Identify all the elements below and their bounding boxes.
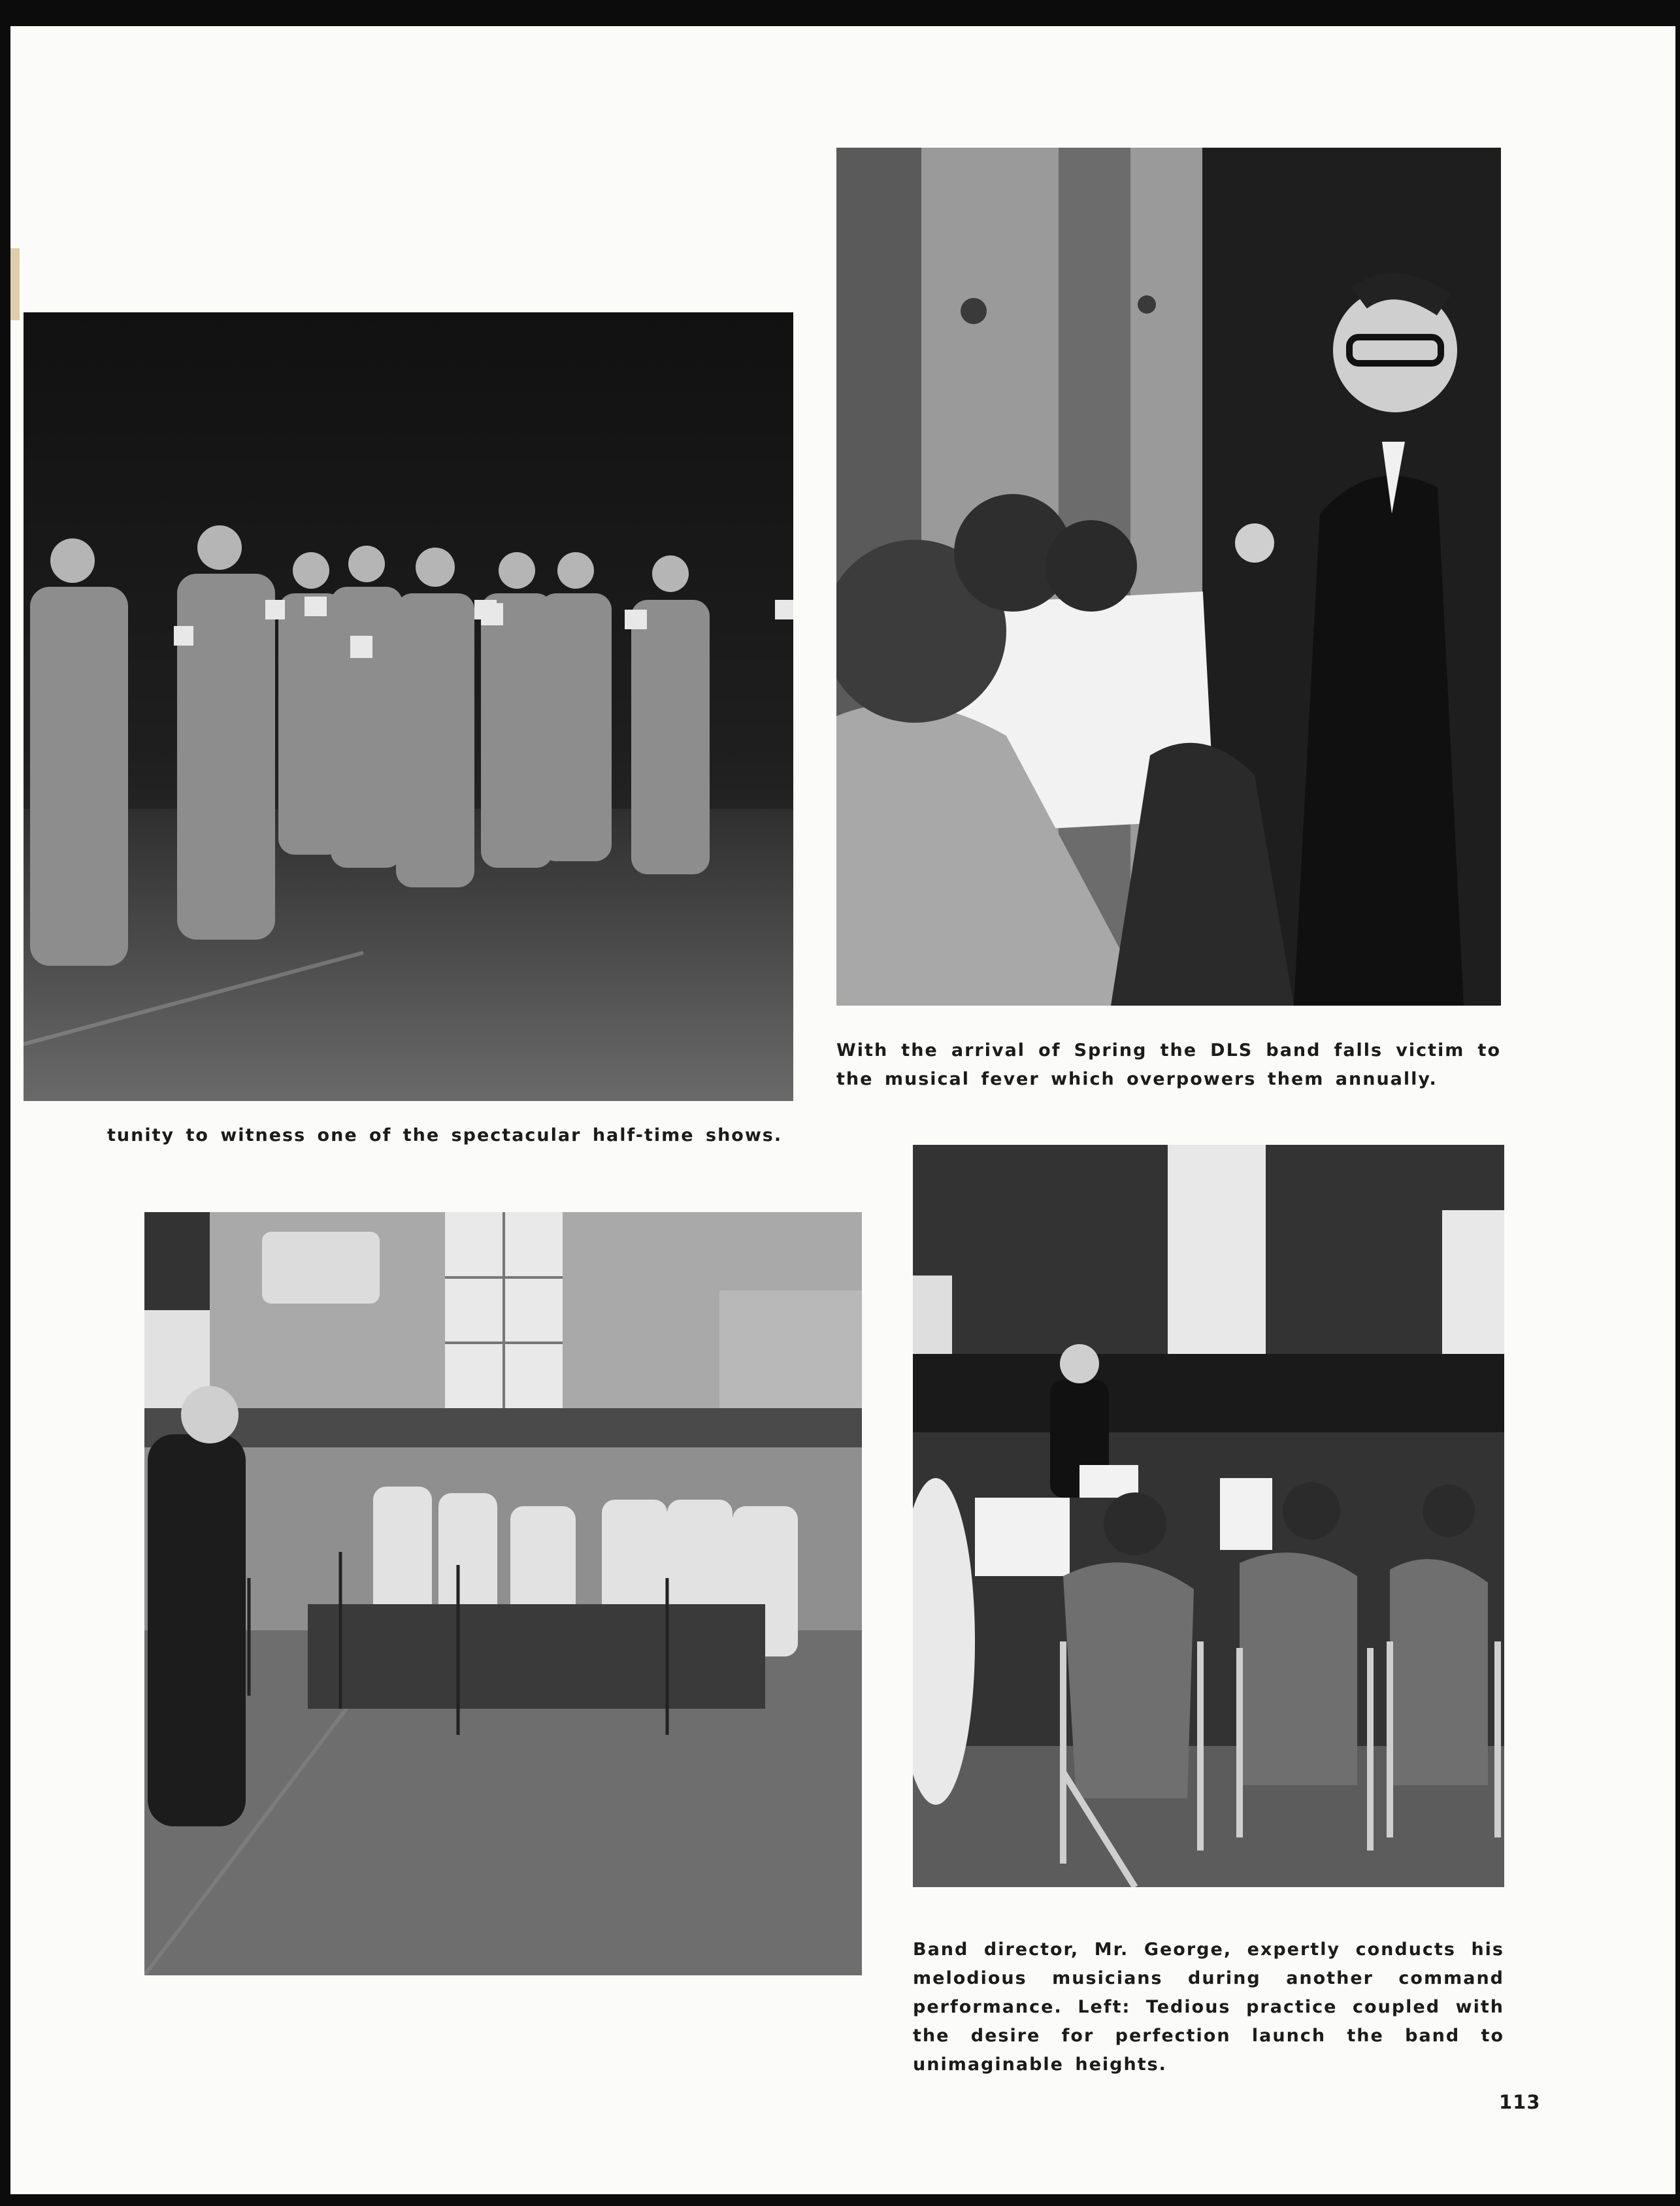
caption-band-director: Band director, Mr. George, expertly conducts his melodious musicians during another command performance. Left: Tedious practice coupled with the desire for perfection launch the band to unimaginable heights. xyxy=(913,1939,1504,2075)
photo-marching-band xyxy=(24,312,793,1101)
photo-gym-band-practice xyxy=(144,1212,862,1975)
photo-band-director-concert xyxy=(836,148,1501,1006)
page-number: 113 xyxy=(1499,2091,1541,2113)
caption-half-time: tunity to witness one of the spectacular half-time shows. xyxy=(107,1125,783,1145)
binding-edge-mark xyxy=(10,248,20,320)
yearbook-page xyxy=(10,26,1675,2194)
caption-spring: With the arrival of Spring the DLS band falls victim to the musical fever which overpowers them annually. xyxy=(836,1040,1501,1089)
photo-gym-band-performance xyxy=(913,1145,1504,1887)
